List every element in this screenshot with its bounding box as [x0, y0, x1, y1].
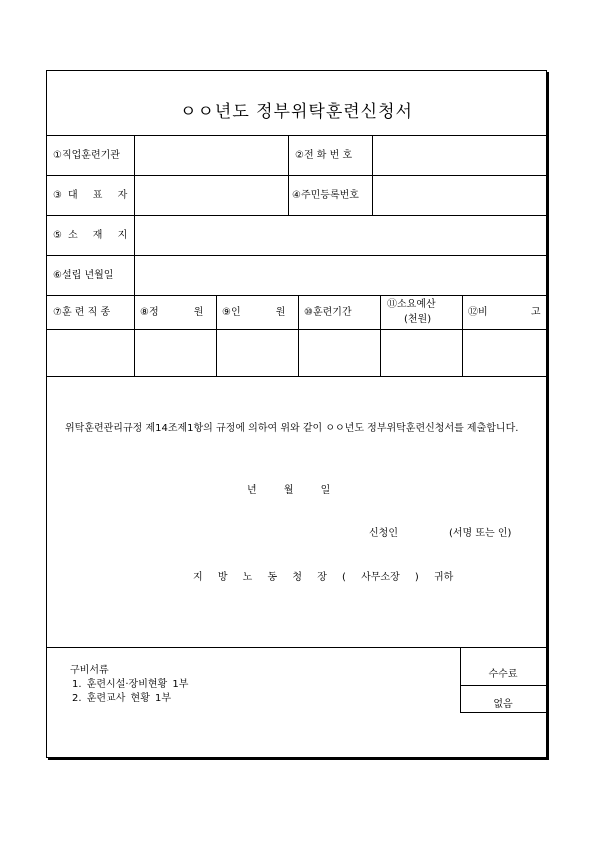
period-header: ⑩훈련기간 — [304, 307, 352, 318]
required-documents — [70, 664, 188, 706]
rule — [47, 647, 546, 648]
remarks-header: ⑫비 고 — [468, 307, 541, 318]
statement-text: 위탁훈련관리규정 제14조제1항의 규정에 의하여 위와 같이 ㅇㅇ년도 정부위탁훈련신청서를 제출합니다. — [65, 423, 519, 434]
documents-title: 구비서류 — [70, 665, 109, 676]
phone-field[interactable] — [373, 136, 546, 175]
rule — [47, 376, 546, 377]
representative-label: ③대 표 자 — [53, 190, 134, 201]
form-title: ㅇㅇ년도 정부위탁훈련신청서 — [180, 102, 413, 122]
fee-value: 없음 — [493, 699, 513, 710]
document-item: 2. 훈련교사 현황 1부 — [72, 693, 172, 704]
institution-label: ①직업훈련기관 — [53, 150, 120, 161]
budget-unit: (천원) — [404, 314, 432, 325]
personnel-header: ⑨인 원 — [222, 307, 286, 318]
rule — [460, 712, 546, 713]
representative-field[interactable] — [135, 176, 288, 215]
signature-label: (서명 또는 인) — [449, 528, 512, 539]
period-cell[interactable] — [299, 330, 380, 376]
institution-field[interactable] — [135, 136, 288, 175]
phone-label: ②전 화 번 호 — [295, 150, 353, 161]
rule — [47, 295, 546, 296]
remarks-cell[interactable] — [463, 330, 546, 376]
applicant-label: 신청인 — [369, 528, 398, 539]
quota-header: ⑧정 원 — [140, 307, 204, 318]
trade-header: ⑦훈 련 직 종 — [53, 307, 111, 318]
established-label: ⑥설립 년월일 — [53, 270, 114, 281]
trade-cell[interactable] — [47, 330, 134, 376]
budget-cell[interactable] — [381, 330, 462, 376]
resident-no-field[interactable] — [373, 176, 546, 215]
addressee-line: 지 방 노 동 청 장 ( 사무소장 ) 귀하 — [193, 572, 454, 583]
quota-cell[interactable] — [135, 330, 216, 376]
budget-header: ⑪소요예산 — [387, 299, 436, 310]
resident-no-label: ④주민등록번호 — [292, 190, 359, 201]
date-line: 년 월 일 — [247, 485, 331, 496]
personnel-cell[interactable] — [217, 330, 298, 376]
rule — [460, 685, 546, 686]
address-label: ⑤소 재 지 — [53, 230, 134, 241]
fee-label: 수수료 — [488, 669, 518, 680]
document-item: 1. 훈련시설·장비현황 1부 — [72, 679, 189, 690]
established-field[interactable] — [135, 256, 546, 295]
address-field[interactable] — [135, 216, 546, 255]
rule — [288, 135, 289, 215]
application-form — [46, 70, 547, 758]
